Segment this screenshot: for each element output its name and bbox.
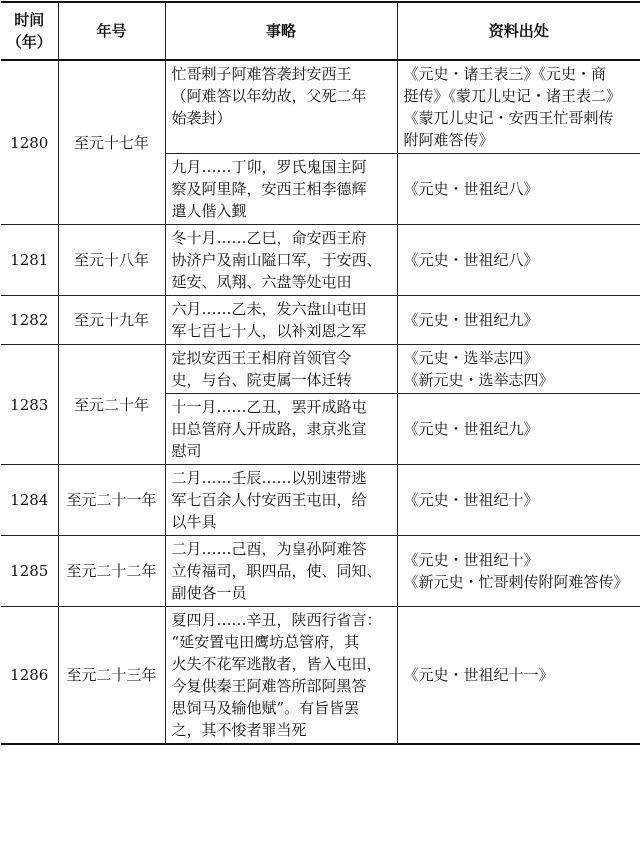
event-line: 二月……己酉，为皇孙阿难答 [171,540,367,558]
source-cell [397,60,640,154]
source-line: 《元史・世祖纪八》 [403,251,539,269]
event-line: 冬十月……乙巳，命安西王府 [171,229,367,247]
source-line: 《元史・世祖纪八》 [403,180,539,198]
event-line: 协济户及南山隘口军，于安西、 [171,251,382,269]
source-line: 《元史・世祖纪十》 [403,491,539,509]
source-line: 《元史・世祖纪十》 [403,551,539,569]
table-header-row [1,2,640,60]
table-row [1,345,640,394]
event-line: 思饲马及输他赋”。有旨皆罢 [171,699,360,717]
source-line: 挺传》《蒙兀儿史记・诸王表二》 [403,87,622,105]
event-line: 田总管府人开成路，隶京兆宣 [171,420,367,438]
table-row [1,296,640,345]
era-cell: 至元十八年 [58,225,165,296]
event-line: 忙哥剌子阿难答袭封安西王 [171,65,352,83]
event-line: 史，与台、院吏属一体迁转 [171,371,352,389]
event-line: 军七百余人付安西王屯田，给 [171,491,367,509]
table-row [1,465,640,536]
event-line: 二月……壬辰……以别速带逃 [171,469,367,487]
era-cell: 至元十九年 [58,296,165,345]
year-cell: 1281 [1,225,58,296]
year-cell: 1285 [1,536,58,607]
event-line: 之，其不悛者罪当死 [171,721,307,739]
event-cell [165,465,397,536]
year-cell: 1282 [1,296,58,345]
source-line: 《元史・世祖纪九》 [403,420,539,438]
event-cell [165,225,397,296]
event-line: 察及阿里降，安西王相李德辉 [171,180,367,198]
event-cell [165,296,397,345]
source-line: 《新元史・选举志四》 [403,371,554,389]
table-row [1,60,640,154]
event-line: 九月……丁卯，罗氏鬼国主阿 [171,158,367,176]
source-cell [397,394,640,465]
source-line: 《蒙兀儿史记・安西王忙哥剌传 [403,109,614,127]
source-line: 《元史・世祖纪九》 [403,311,539,329]
event-line: “延安置屯田鹰坊总管府，其 [171,633,360,651]
era-cell: 至元二十三年 [58,607,165,745]
event-cell [165,60,397,154]
event-line: 慰司 [171,442,202,460]
era-cell: 至元十七年 [58,60,165,225]
event-line: （阿难答以年幼故，父死二年 [171,87,367,105]
chronology-table [1,1,640,745]
event-line: 今复供秦王阿难答所部阿黑答 [171,677,367,695]
source-line: 《元史・诸王表三》《元史・商 [403,65,607,83]
header-time [1,2,58,60]
event-line: 火失不花军逃散者，皆入屯田， [171,655,382,673]
event-line: 始袭封） [171,109,232,127]
header-era: 年号 [58,2,165,60]
table-body [1,60,640,744]
event-line: 延安、凤翔、六盘等处屯田 [171,273,352,291]
year-cell: 1286 [1,607,58,745]
header-time-line1: 时间 [14,11,45,29]
event-line: 副使各一员 [171,584,247,602]
table-row [1,225,640,296]
event-line: 以牛具 [171,513,217,531]
header-time-line2: （年） [6,33,52,51]
source-cell [397,536,640,607]
event-cell [165,154,397,225]
header-events: 事略 [165,2,397,60]
event-cell [165,536,397,607]
event-cell [165,607,397,745]
event-line: 十一月……乙丑，罢开成路屯 [171,398,367,416]
source-cell [397,607,640,745]
source-cell [397,225,640,296]
source-cell [397,345,640,394]
event-cell [165,345,397,394]
source-line: 《元史・世祖纪十一》 [403,666,554,684]
source-cell [397,465,640,536]
era-cell: 至元二十二年 [58,536,165,607]
event-line: 定拟安西王王相府首领官令 [171,349,352,367]
event-line: 夏四月……辛丑，陕西行省言： [171,611,382,629]
source-cell [397,296,640,345]
year-cell: 1280 [1,60,58,225]
table-row [1,536,640,607]
table-row [1,607,640,745]
event-line: 六月……乙未，发六盘山屯田 [171,300,367,318]
year-cell: 1284 [1,465,58,536]
source-line: 《元史・选举志四》 [403,349,539,367]
event-cell [165,394,397,465]
source-cell [397,154,640,225]
year-cell: 1283 [1,345,58,465]
era-cell: 至元二十年 [58,345,165,465]
header-source: 资料出处 [397,2,640,60]
source-line: 附阿难答传》 [403,131,494,149]
era-cell: 至元二十一年 [58,465,165,536]
event-line: 立传福司，职四品，使、同知、 [171,562,382,580]
source-line: 《新元史・忙哥剌传附阿难答传》 [403,573,629,591]
event-line: 遣人偕入觐 [171,202,247,220]
event-line: 军七百七十人，以补刘恩之军 [171,322,367,340]
